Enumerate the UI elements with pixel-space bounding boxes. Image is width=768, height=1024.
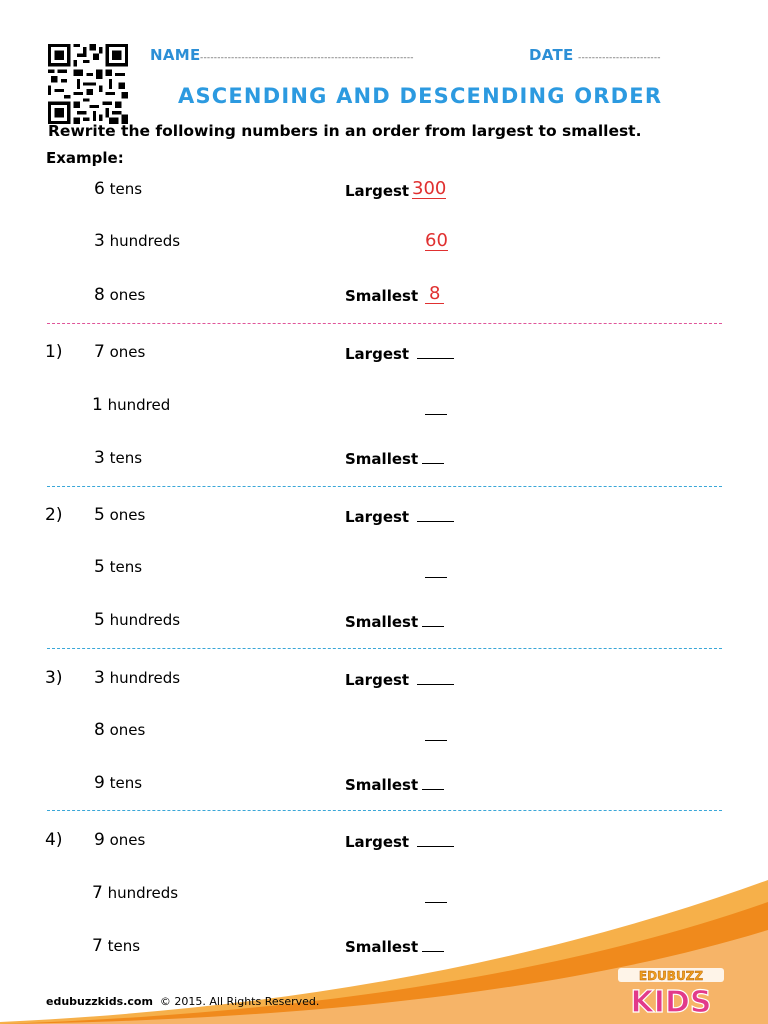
- divider: [47, 810, 722, 811]
- question-number: 1): [45, 342, 63, 362]
- question-4-item-2: 7 hundreds: [92, 883, 179, 903]
- logo-bottom-text: KIDS: [630, 985, 712, 1016]
- example-item-3: 8 ones: [94, 285, 146, 305]
- qr-code-icon: [48, 44, 128, 124]
- largest-answer-field[interactable]: Largest: [345, 671, 454, 689]
- divider: [47, 648, 722, 649]
- divider: [47, 486, 722, 487]
- divider: [47, 323, 722, 324]
- largest-answer-field[interactable]: Largest: [345, 508, 454, 526]
- edubuzz-kids-logo: [610, 966, 732, 1016]
- example-item-1: 6 tens: [94, 179, 143, 199]
- question-3-item-3: 9 tens: [94, 773, 143, 793]
- example-answer-middle: 60: [425, 230, 448, 251]
- example-answer-largest: 300: [412, 178, 447, 199]
- example-item-2: 3 hundreds: [94, 231, 181, 251]
- logo-top-text: EDUBUZZ: [638, 969, 704, 983]
- largest-answer-field[interactable]: Largest: [345, 345, 454, 363]
- question-2-item-3: 5 hundreds: [94, 610, 181, 630]
- middle-answer-field[interactable]: [421, 563, 447, 582]
- name-label: NAME: [150, 46, 201, 64]
- question-2-item-2: 5 tens: [94, 557, 143, 577]
- worksheet-title: ASCENDING AND DESCENDING ORDER: [178, 84, 663, 108]
- smallest-answer-field[interactable]: Smallest: [345, 613, 444, 631]
- example-answer-smallest: 8: [425, 285, 444, 304]
- example-label: Example:: [46, 149, 124, 167]
- smallest-answer-field[interactable]: Smallest: [345, 450, 444, 468]
- footer-site-link[interactable]: edubuzzkids.com: [46, 995, 153, 1008]
- question-number: 3): [45, 668, 63, 688]
- name-field-line[interactable]: --------------------------------------------------------------: [200, 53, 414, 63]
- question-number: 4): [45, 830, 63, 850]
- smallest-answer-field[interactable]: Smallest: [345, 776, 444, 794]
- largest-answer-field[interactable]: Largest: [345, 833, 454, 851]
- question-1-item-2: 1 hundred: [92, 395, 171, 415]
- question-3-item-2: 8 ones: [94, 720, 146, 740]
- footer-copyright: edubuzzkids.com © 2015. All Rights Reserved.: [46, 995, 320, 1008]
- date-label: DATE: [529, 46, 574, 64]
- smallest-answer-field[interactable]: Smallest: [345, 938, 444, 956]
- middle-answer-field[interactable]: [421, 400, 447, 419]
- question-3-item-1: 3 hundreds: [94, 668, 181, 688]
- question-number: 2): [45, 505, 63, 525]
- middle-answer-field[interactable]: [421, 726, 447, 745]
- instruction-text: Rewrite the following numbers in an order from largest to smallest.: [48, 122, 642, 140]
- question-1-item-3: 3 tens: [94, 448, 143, 468]
- question-4-item-1: 9 ones: [94, 830, 146, 850]
- date-field-line[interactable]: ------------------------: [578, 53, 661, 63]
- example-smallest-label: Smallest: [345, 287, 419, 305]
- question-4-item-3: 7 tens: [92, 936, 141, 956]
- question-2-item-1: 5 ones: [94, 505, 146, 525]
- example-largest-label: Largest: [345, 182, 410, 200]
- question-1-item-1: 7 ones: [94, 342, 146, 362]
